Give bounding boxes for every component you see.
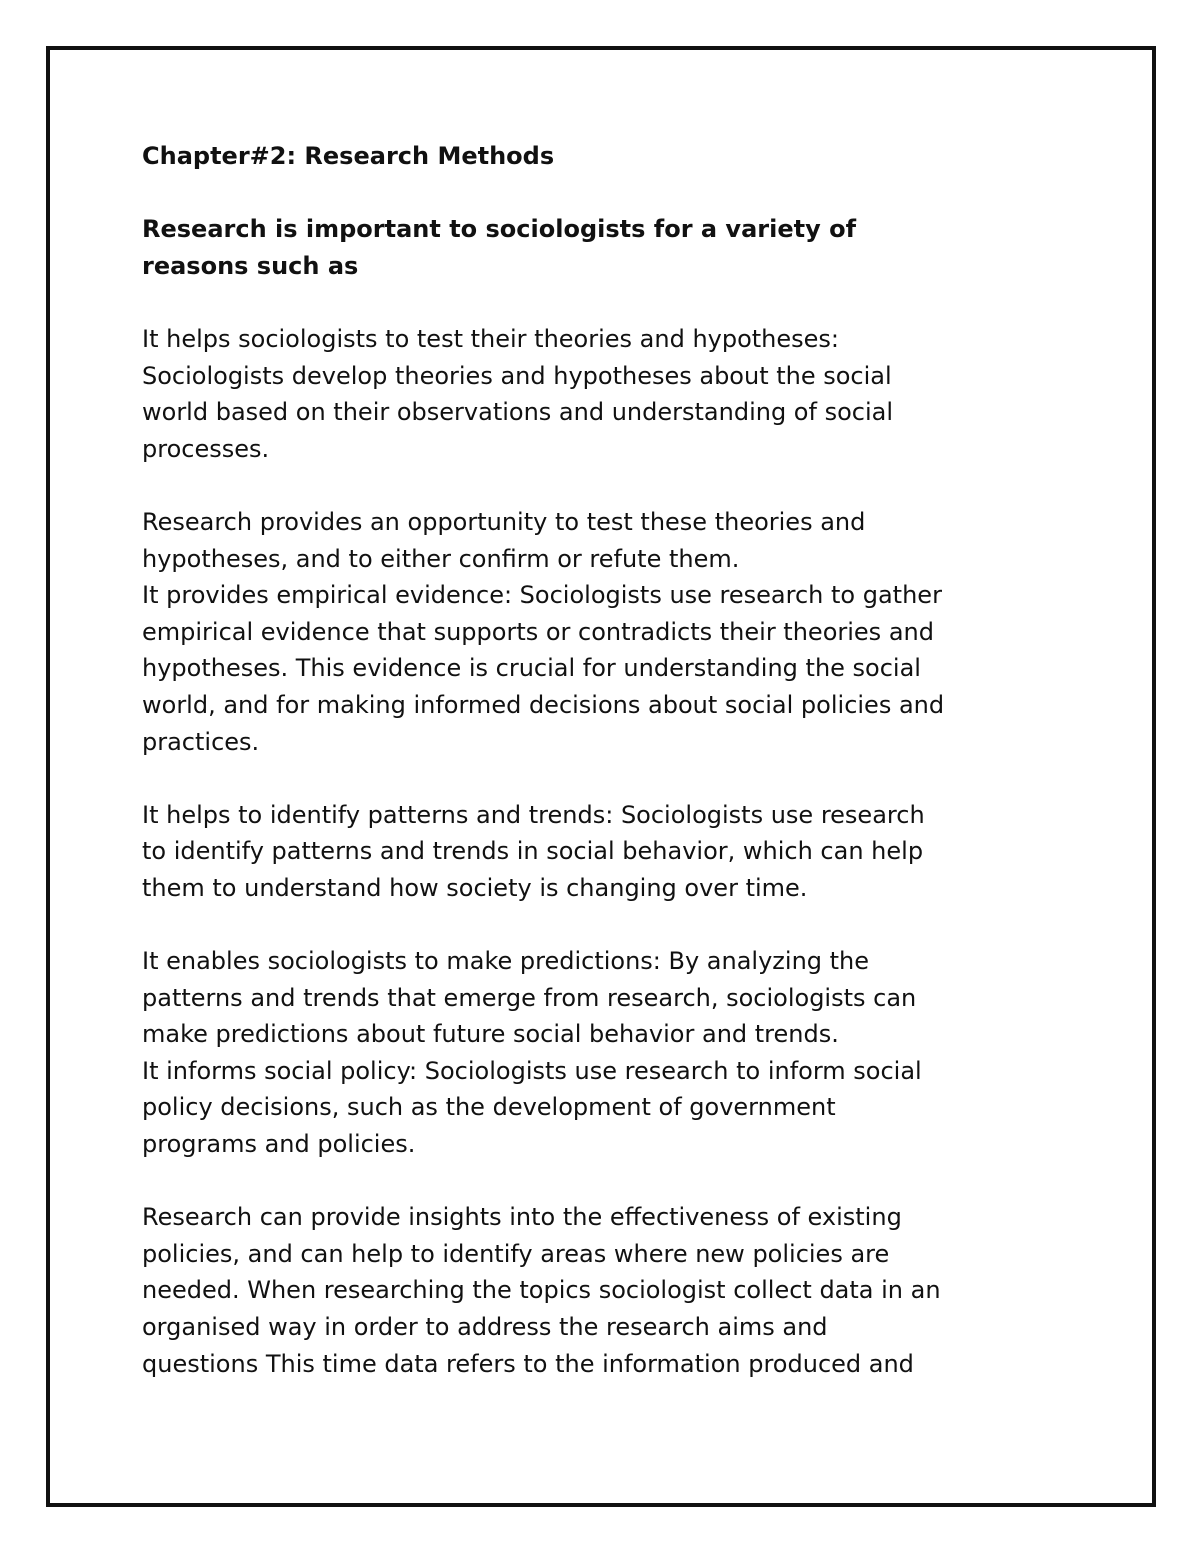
paragraph-line: It provides empirical evidence: Sociologists use research to gather: [142, 581, 942, 610]
paragraph-line: needed. When researching the topics sociologist collect data in an: [142, 1276, 941, 1305]
paragraph-line: It helps to identify patterns and trends: Sociologists use research: [142, 800, 925, 829]
paragraph-line: practices.: [142, 727, 260, 756]
paragraph-line: processes.: [142, 434, 270, 463]
paragraph-line: Sociologists develop theories and hypotheses about the social: [142, 361, 892, 390]
paragraph-line: Research provides an opportunity to test these theories and: [142, 507, 866, 536]
paragraph-line: them to understand how society is changing over time.: [142, 873, 808, 902]
spacer: [142, 284, 1072, 321]
paragraph-line: hypotheses. This evidence is crucial for understanding the social: [142, 654, 921, 683]
spacer: [142, 1163, 1072, 1200]
paragraph-line: programs and policies.: [142, 1130, 416, 1159]
subheading-line: reasons such as: [142, 251, 359, 280]
paragraph-line: It helps sociologists to test their theories and hypotheses:: [142, 324, 840, 353]
paragraph-line: patterns and trends that emerge from research, sociologists can: [142, 983, 917, 1012]
paragraph-line: hypotheses, and to either confirm or refute them.: [142, 544, 740, 573]
document-body: [142, 138, 1072, 1382]
spacer: [142, 906, 1072, 943]
chapter-title: Chapter#2: Research Methods: [142, 142, 555, 170]
paragraph: [142, 321, 1072, 467]
subheading-line: Research is important to sociologists for a variety of: [142, 215, 857, 244]
paragraph-line: world based on their observations and understanding of social: [142, 398, 893, 427]
paragraph-line: Research can provide insights into the effectiveness of existing: [142, 1203, 902, 1232]
paragraph-line: to identify patterns and trends in social behavior, which can help: [142, 837, 924, 866]
paragraph-line: world, and for making informed decisions about social policies and: [142, 690, 945, 719]
spacer: [142, 760, 1072, 797]
spacer: [142, 467, 1072, 504]
paragraph-line: empirical evidence that supports or contradicts their theories and: [142, 617, 934, 646]
paragraph-line: make predictions about future social behavior and trends.: [142, 1020, 839, 1049]
paragraph-line: organised way in order to address the research aims and: [142, 1313, 828, 1341]
paragraph: [142, 504, 1072, 760]
paragraph-line: policy decisions, such as the development of government: [142, 1093, 836, 1122]
paragraph-line: It informs social policy: Sociologists use research to inform social: [142, 1056, 922, 1085]
paragraph: [142, 1199, 1072, 1382]
paragraph-line: It enables sociologists to make predictions: By analyzing the: [142, 947, 870, 976]
paragraph: [142, 797, 1072, 907]
paragraph: [142, 943, 1072, 1163]
paragraph-line: policies, and can help to identify areas where new policies are: [142, 1239, 890, 1268]
paragraph-line: questions This time data refers to the information produced and: [142, 1349, 914, 1378]
spacer: [142, 175, 1072, 212]
